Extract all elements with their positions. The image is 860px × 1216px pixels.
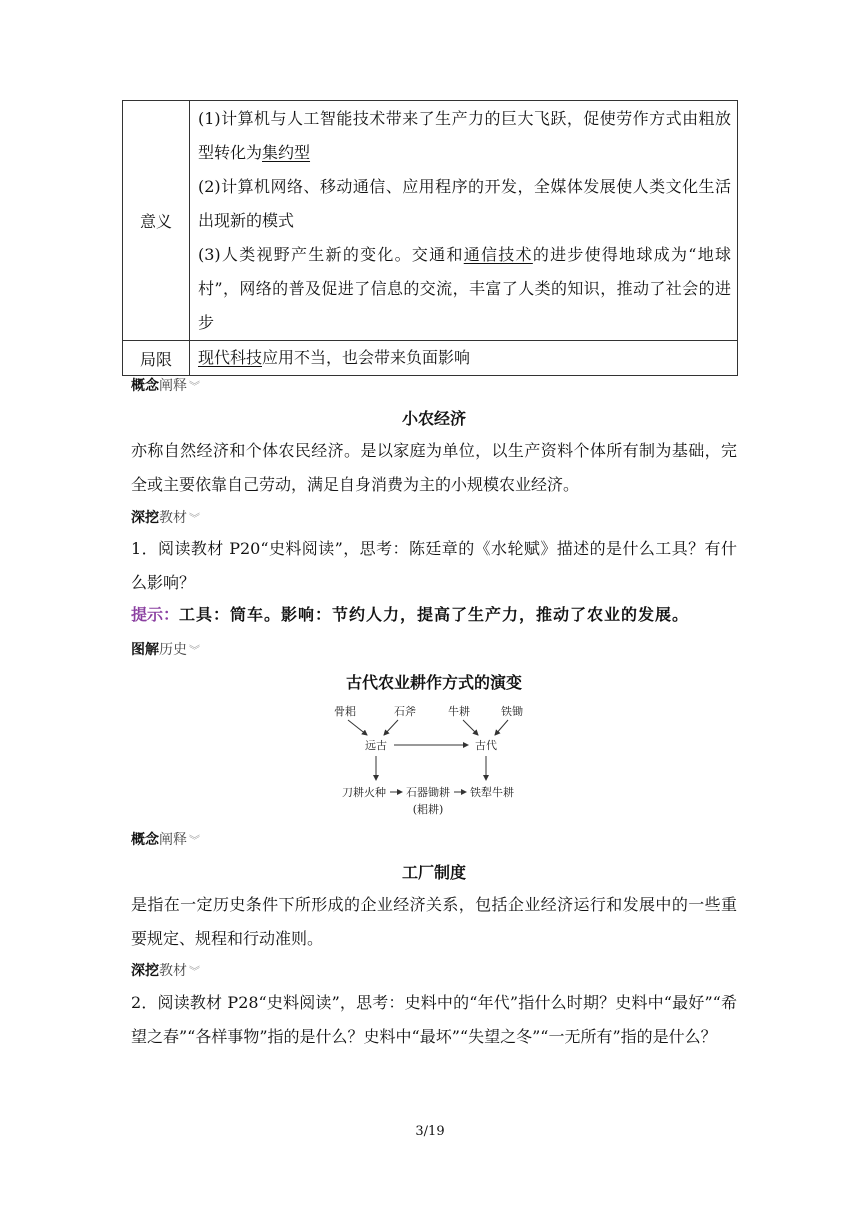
section-label-dig: 深挖教材 ︾	[131, 510, 200, 526]
arrow	[384, 720, 398, 735]
underlined-term: 集约型	[262, 142, 311, 162]
method-note: (耜耕)	[412, 803, 444, 816]
underlined-term: 现代科技	[198, 348, 263, 367]
era-label: 远古	[365, 739, 387, 752]
tool-label: 牛耕	[448, 705, 470, 718]
chevron-down-icon: ︾	[189, 965, 200, 978]
list-item: (2)计算机网络、移动通信、应用程序的开发，全媒体发展使人类文化生活出现新的模式	[198, 176, 731, 230]
hint-text: 工具：筒车。影响：节约人力，提高了生产力，推动了农业的发展。	[179, 605, 690, 624]
section-label-diagram: 图解历史 ︾	[131, 642, 200, 658]
list-item: (3)人类视野产生新的变化。交通和通信技术的进步使得地球成为“地球村”，网络的普及促进了信息的交流，丰富了人类的知识，推动了社会的进步	[198, 244, 731, 332]
section-label-concept: 概念阐释 ︾	[131, 378, 200, 394]
table-row	[123, 341, 738, 376]
method-label: 石器锄耕	[406, 786, 450, 799]
arrow	[463, 720, 478, 735]
list-item: (1)计算机与人工智能技术带来了生产力的巨大飞跃，促使劳作方式由粗放型转化为集约型	[198, 108, 731, 162]
section-label-dig: 深挖教材 ︾	[131, 963, 200, 979]
tool-label: 石斧	[394, 705, 416, 718]
chevron-down-icon: ︾	[189, 380, 200, 393]
era-label: 古代	[475, 739, 497, 752]
section-title: 工厂制度	[401, 863, 466, 882]
diagram-title: 古代农业耕作方式的演变	[345, 673, 522, 692]
list-item: 现代科技应用不当，也会带来负面影响	[198, 348, 471, 367]
paragraph: 亦称自然经济和个体农民经济。是以家庭为单位，以生产资料个体所有制为基础，完全或主要依靠自己劳动，满足自身消费为主的小规模农业经济。	[131, 441, 737, 494]
question: 1．阅读教材 P20“史料阅读”，思考：陈廷章的《水轮赋》描述的是什么工具？有什么影响？	[131, 539, 737, 592]
section-label-concept: 概念阐释 ︾	[131, 832, 200, 848]
page-number: 3/19	[415, 1124, 445, 1139]
tool-label: 骨耜	[334, 705, 356, 718]
table-row	[123, 101, 738, 341]
chevron-down-icon: ︾	[189, 644, 200, 657]
chevron-down-icon: ︾	[189, 512, 200, 525]
chevron-down-icon: ︾	[189, 834, 200, 847]
underlined-term: 通信技术	[463, 244, 533, 264]
hint	[131, 598, 737, 632]
row-content	[190, 341, 738, 376]
method-label: 铁犁牛耕	[470, 786, 514, 799]
row-header: 局限	[123, 341, 190, 376]
arrow	[495, 720, 508, 735]
method-label: 刀耕火种	[342, 786, 386, 799]
row-content	[190, 101, 738, 341]
tool-label: 铁锄	[501, 705, 523, 718]
arrow	[348, 720, 367, 735]
farming-evolution-diagram	[330, 700, 530, 822]
row-header: 意义	[123, 101, 190, 341]
paragraph: 是指在一定历史条件下所形成的企业经济关系，包括企业经济运行和发展中的一些重要规定、规程和行动准则。	[131, 895, 737, 948]
summary-table	[122, 100, 738, 376]
section-title: 小农经济	[401, 409, 466, 428]
question: 2．阅读教材 P28“史料阅读”，思考：史料中的“年代”指什么时期？史料中“最好”“希望之春”“各样事物”指的是什么？史料中“最坏”“失望之冬”“一无所有”指的是什么？	[131, 993, 737, 1046]
hint-label: 提示：	[131, 605, 180, 624]
